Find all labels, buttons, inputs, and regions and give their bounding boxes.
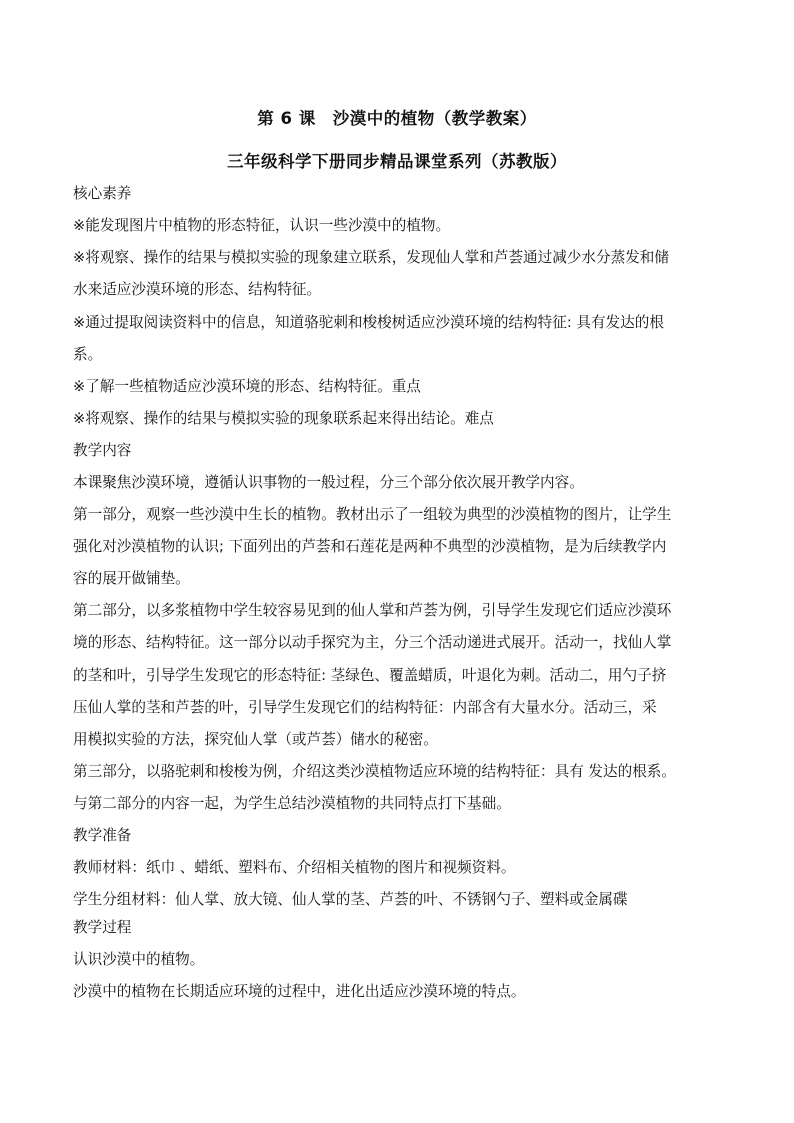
paragraph-line: 水来适应沙漠环境的形态、结构特征。 bbox=[73, 281, 322, 298]
paragraph-line: 教师材料：纸巾 、蜡纸、塑料布、介绍相关植物的图片和视频资料。 bbox=[73, 859, 516, 876]
paragraph-line: 沙漠中的植物在长期适应环境的过程中，进化出适应沙漠环境的特点。 bbox=[73, 983, 526, 1000]
paragraph-line: 强化对沙漠植物的认识; 下面列出的芦荟和石莲花是两种不典型的沙漠植物，是为后续教学内 bbox=[73, 538, 667, 555]
paragraph-line: 的茎和叶，引导学生发现它的形态特征: 茎绿色、覆盖蜡质，叶退化为刺。活动二，用勺子挤 bbox=[73, 667, 667, 684]
paragraph-line: 第二部分，以多浆植物中学生较容易见到的仙人掌和芦荟为例，引导学生发现它们适应沙漠环 bbox=[73, 602, 672, 619]
document-title: 第 6 课 沙漠中的植物（教学教案） bbox=[257, 109, 537, 128]
section-heading-preparation: 教学准备 bbox=[73, 827, 132, 844]
paragraph-line: ※将观察、操作的结果与模拟实验的现象建立联系，发现仙人掌和芦荟通过减少水分蒸发和储 bbox=[73, 249, 669, 266]
paragraph-line: 学生分组材料：仙人掌、放大镜、仙人掌的茎、芦荟的叶、不锈钢勺子、塑料或金属碟 bbox=[73, 891, 628, 908]
paragraph-line: 第三部分，以骆驼刺和梭梭为例，介绍这类沙漠植物适应环境的结构特征：具有 发达的根系。 bbox=[73, 763, 676, 780]
paragraph-line: 系。 bbox=[73, 346, 103, 363]
paragraph-line: ※将观察、操作的结果与模拟实验的现象联系起来得出结论。难点 bbox=[73, 410, 494, 427]
paragraph-line: 与第二部分的内容一起，为学生总结沙漠植物的共同特点打下基础。 bbox=[73, 795, 511, 812]
paragraph-line: ※通过提取阅读资料中的信息，知道骆驼刺和梭梭树适应沙漠环境的结构特征: 具有发达的根 bbox=[73, 314, 664, 331]
section-heading-core-literacy: 核心素养 bbox=[73, 185, 132, 202]
paragraph-line: ※了解一些植物适应沙漠环境的形态、结构特征。重点 bbox=[73, 378, 421, 395]
paragraph-line: 境的形态、结构特征。这一部分以动手探究为主，分三个活动递进式展开。活动一，找仙人掌 bbox=[73, 634, 672, 651]
paragraph-line: 容的展开做铺垫。 bbox=[73, 570, 190, 587]
paragraph-line: 压仙人掌的茎和芦荟的叶，引导学生发现它们的结构特征：内部含有大量水分。活动三，采 bbox=[73, 699, 657, 716]
section-heading-process: 教学过程 bbox=[73, 919, 132, 936]
paragraph-line: 认识沙漠中的植物。 bbox=[73, 951, 205, 968]
paragraph-line: 本课聚焦沙漠环境，遵循认识事物的一般过程，分三个部分依次展开教学内容。 bbox=[73, 474, 584, 491]
paragraph-line: 第一部分，观察一些沙漠中生长的植物。教材出示了一组较为典型的沙漠植物的图片，让学生 bbox=[73, 506, 672, 523]
paragraph-line: ※能发现图片中植物的形态特征，认识一些沙漠中的植物。 bbox=[73, 217, 451, 234]
document-subtitle: 三年级科学下册同步精品课堂系列（苏教版） bbox=[227, 152, 567, 171]
section-heading-teaching-content: 教学内容 bbox=[73, 442, 132, 459]
paragraph-line: 用模拟实验的方法，探究仙人掌（或芦荟）储水的秘密。 bbox=[73, 731, 438, 748]
